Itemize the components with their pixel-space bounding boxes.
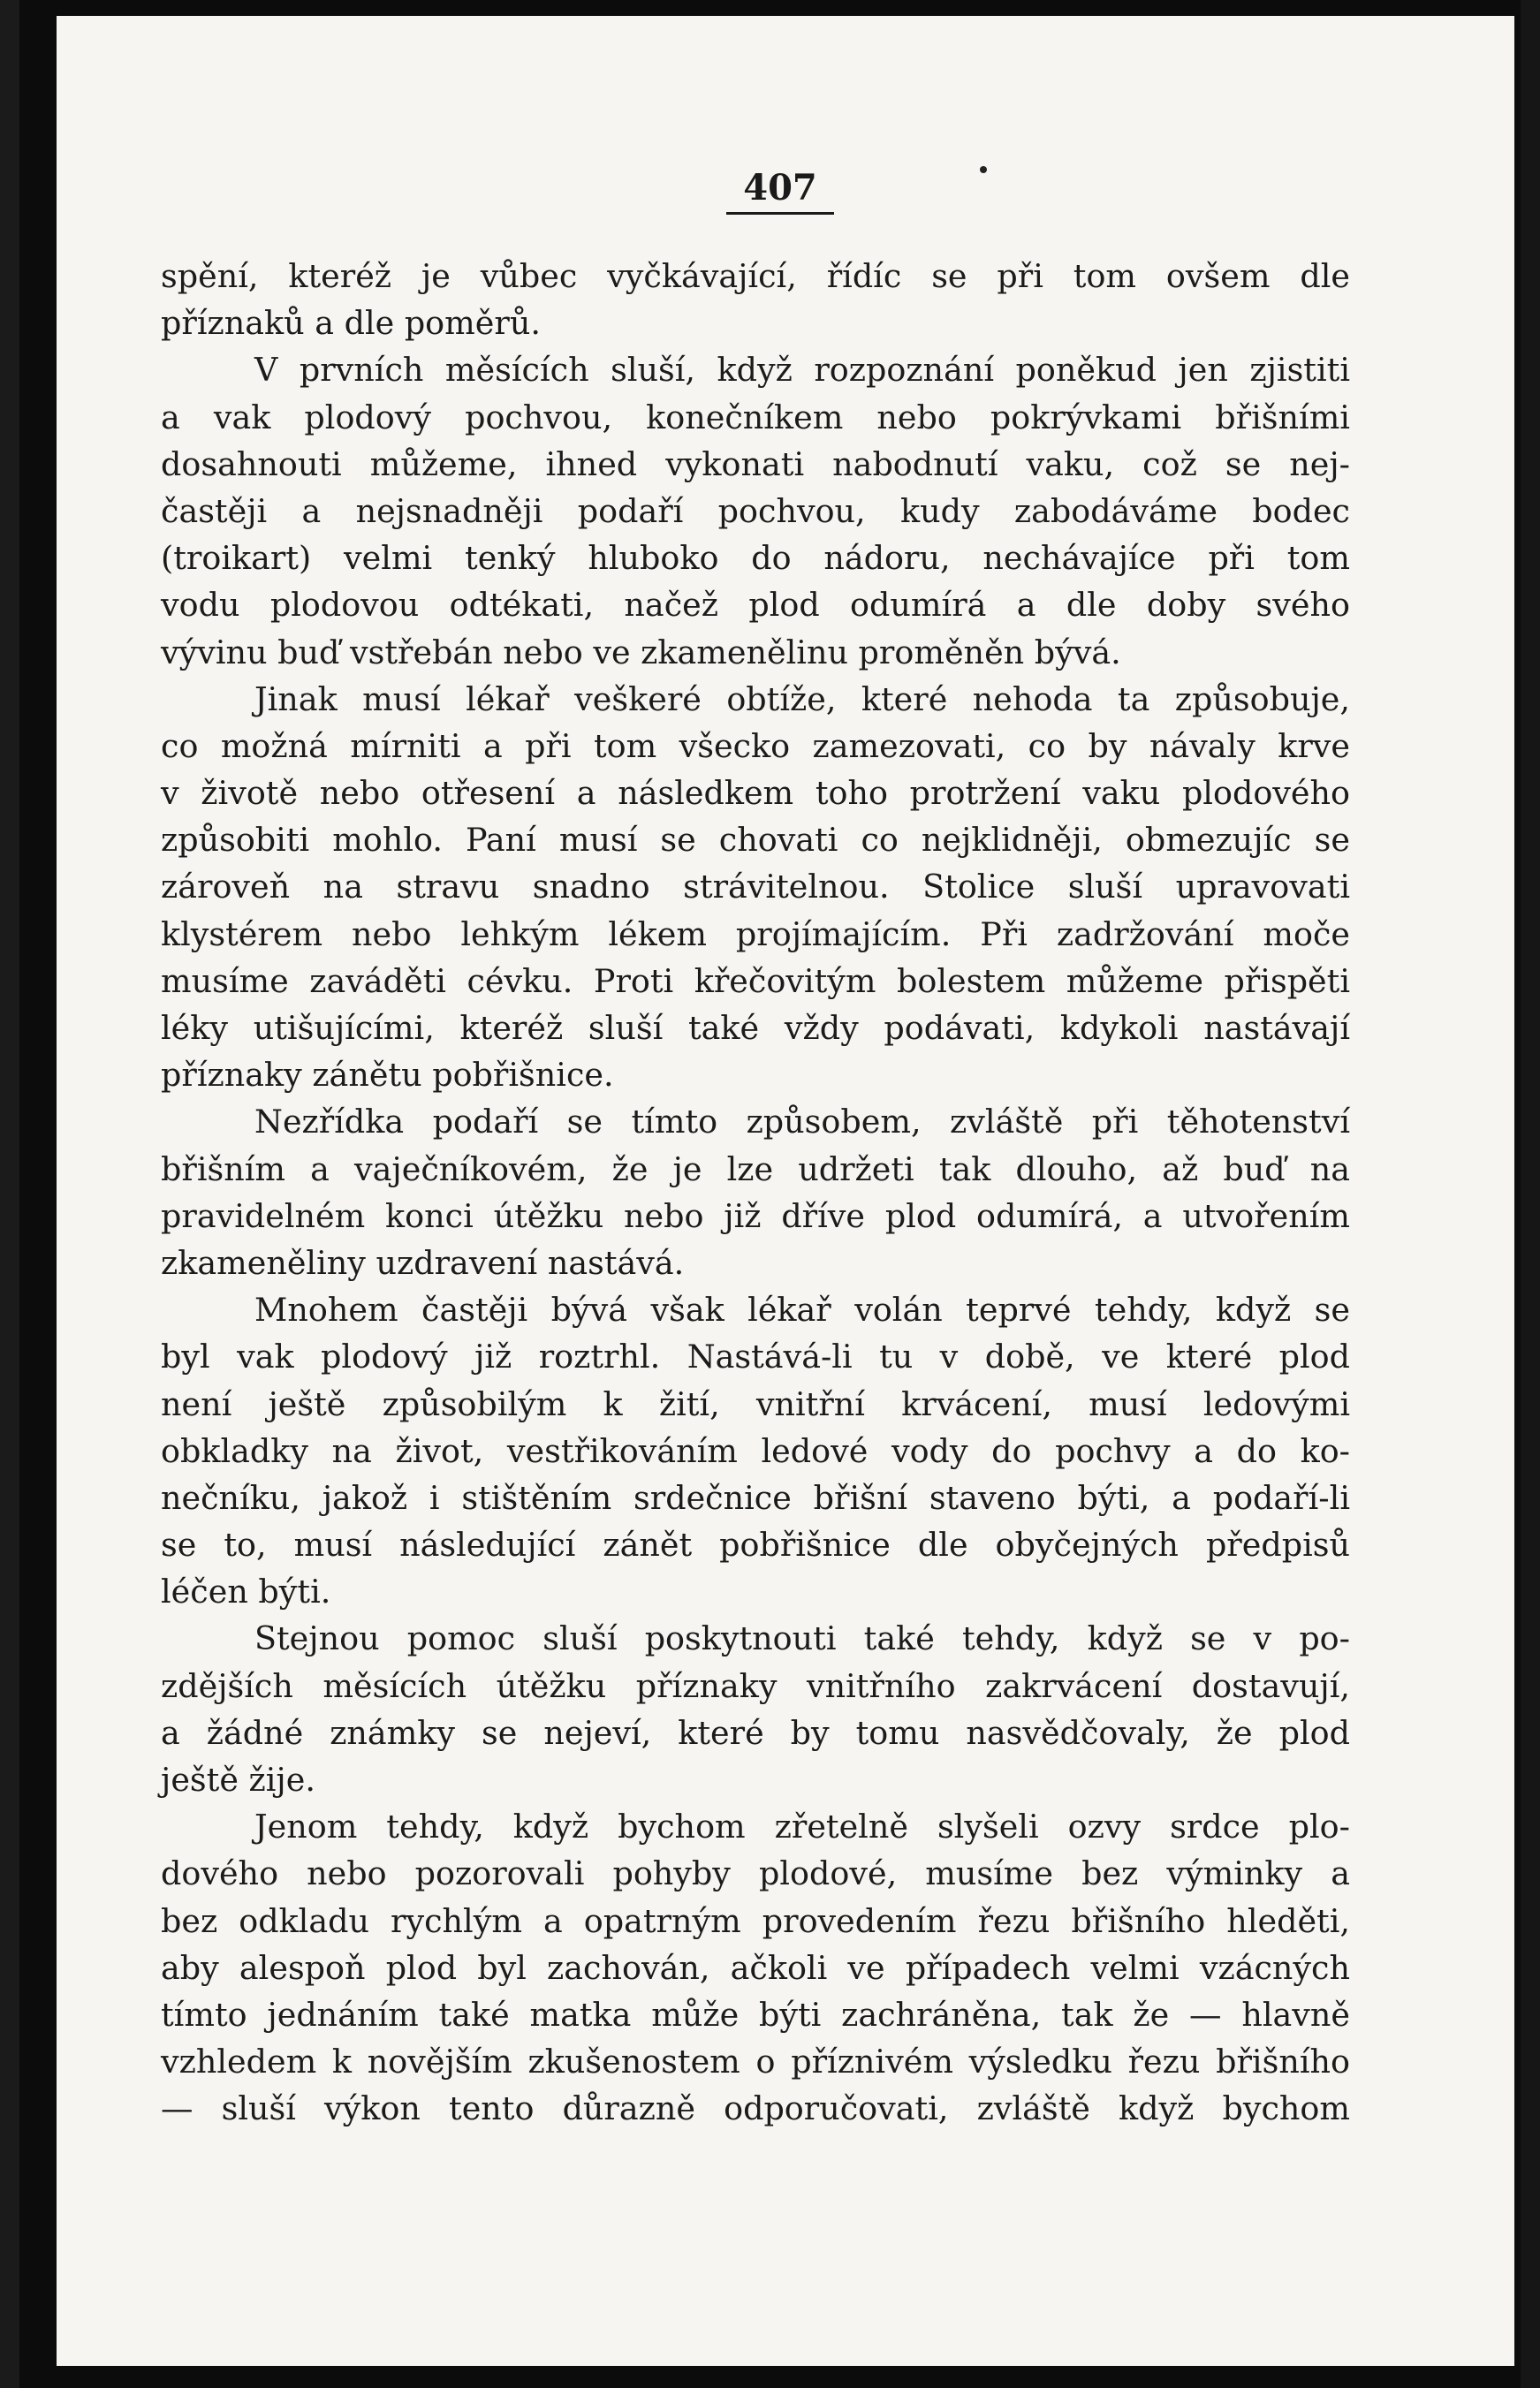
text-line: se to, musí následující zánět pobřišnice dle obyčejných předpisů — [161, 1526, 1350, 1565]
text-line: V prvních měsících sluší, když rozpoznání poněkud jen zjistiti — [254, 351, 1350, 390]
text-line: obkladky na život, vestřikováním ledové vody do pochvy a do ko- — [161, 1431, 1350, 1470]
print-speck — [980, 166, 987, 173]
text-line: dosahnouti můžeme, ihned vykonati nabodnutí vaku, což se nej- — [161, 444, 1350, 483]
text-line: byl vak plodový již roztrhl. Nastává-li tu v době, ve které plod — [161, 1338, 1350, 1376]
text-line: léčen býti. — [161, 1573, 331, 1611]
text-line: bez odkladu rychlým a opatrným provedením řezu břišního hleděti, — [161, 1901, 1350, 1940]
text-line: není ještě způsobilým k žití, vnitřní krvácení, musí ledovými — [161, 1384, 1350, 1423]
body-text — [161, 253, 1350, 2133]
text-line: (troikart) velmi tenký hluboko do nádoru, nechávajíce při tom — [161, 539, 1350, 578]
text-line: vzhledem k novějším zkušenostem o příznivém výsledku řezu břišního — [161, 2043, 1350, 2081]
text-line: Jenom tehdy, když bychom zřetelně slyšeli ozvy srdce plo- — [254, 1808, 1350, 1846]
text-line: břišním a vaječníkovém, že je lze udržeti tak dlouho, až buď na — [161, 1149, 1350, 1188]
book-page — [57, 16, 1514, 2366]
text-line: ještě žije. — [161, 1761, 315, 1799]
text-line: Mnohem častěji bývá však lékař volán teprvé tehdy, když se — [254, 1291, 1350, 1330]
text-line: co možná mírniti a při tom všecko zamezovati, co by návaly krve — [161, 726, 1350, 765]
text-line: léky utišujícími, kteréž sluší také vždy podávati, kdykoli nastávají — [161, 1009, 1350, 1047]
text-line: a vak plodový pochvou, konečníkem nebo pokrývkami břišními — [161, 398, 1350, 436]
text-line: Stejnou pomoc sluší poskytnouti také tehdy, když se v po- — [254, 1619, 1350, 1658]
text-line: častěji a nejsnadněji podaří pochvou, kudy zabodáváme bodec — [161, 491, 1350, 530]
text-line: zdějších měsících útěžku příznaky vnitřního zakrvácení dostavují, — [161, 1666, 1350, 1705]
text-line: a žádné známky se nejeví, které by tomu nasvědčovaly, že plod — [161, 1713, 1350, 1752]
text-line: v životě nebo otřesení a následkem toho protržení vaku plodového — [161, 774, 1350, 813]
text-line: Nezřídka podaří se tímto způsobem, zvláště při těhotenství — [254, 1103, 1350, 1141]
page-number: 407 — [726, 164, 834, 215]
text-line: Jinak musí lékař veškeré obtíže, které nehoda ta způsobuje, — [254, 679, 1350, 718]
text-line: způsobiti mohlo. Paní musí se chovati co nejklidněji, obmezujíc se — [161, 821, 1350, 860]
text-line: zároveň na stravu snadno strávitelnou. Stolice sluší upravovati — [161, 868, 1350, 906]
text-line: pravidelném konci útěžku nebo již dříve plod odumírá, a utvořením — [161, 1196, 1350, 1235]
scan-edge-left — [0, 0, 19, 2388]
text-line: spění, kteréž je vůbec vyčkávající, řídíc se při tom ovšem dle — [161, 257, 1350, 295]
text-line: tímto jednáním také matka může býti zachráněna, tak že — hlavně — [161, 1995, 1350, 2034]
text-line: dového nebo pozorovali pohyby plodové, musíme bez výminky a — [161, 1854, 1350, 1893]
scan-edge-right — [1521, 0, 1540, 2388]
text-line: musíme zaváděti cévku. Proti křečovitým bolestem můžeme přispěti — [161, 961, 1350, 1000]
text-line: — sluší výkon tento důrazně odporučovati, zvláště když bychom — [161, 2089, 1350, 2128]
text-line: příznaků a dle poměrů. — [161, 304, 541, 343]
text-line: nečníku, jakož i stištěním srdečnice břišní staveno býti, a podaří-li — [161, 1478, 1350, 1517]
text-line: vývinu buď vstřebán nebo ve zkamenělinu proměněn bývá. — [161, 633, 1121, 671]
text-line: klystérem nebo lehkým lékem projímajícím. Při zadržování moče — [161, 914, 1350, 953]
text-line: příznaky zánětu pobřišnice. — [161, 1056, 614, 1095]
text-line: zkameněliny uzdravení nastává. — [161, 1243, 685, 1282]
text-line: vodu plodovou odtékati, načež plod odumírá a dle doby svého — [161, 586, 1350, 625]
text-line: aby alespoň plod byl zachován, ačkoli ve případech velmi vzácných — [161, 1948, 1350, 1987]
